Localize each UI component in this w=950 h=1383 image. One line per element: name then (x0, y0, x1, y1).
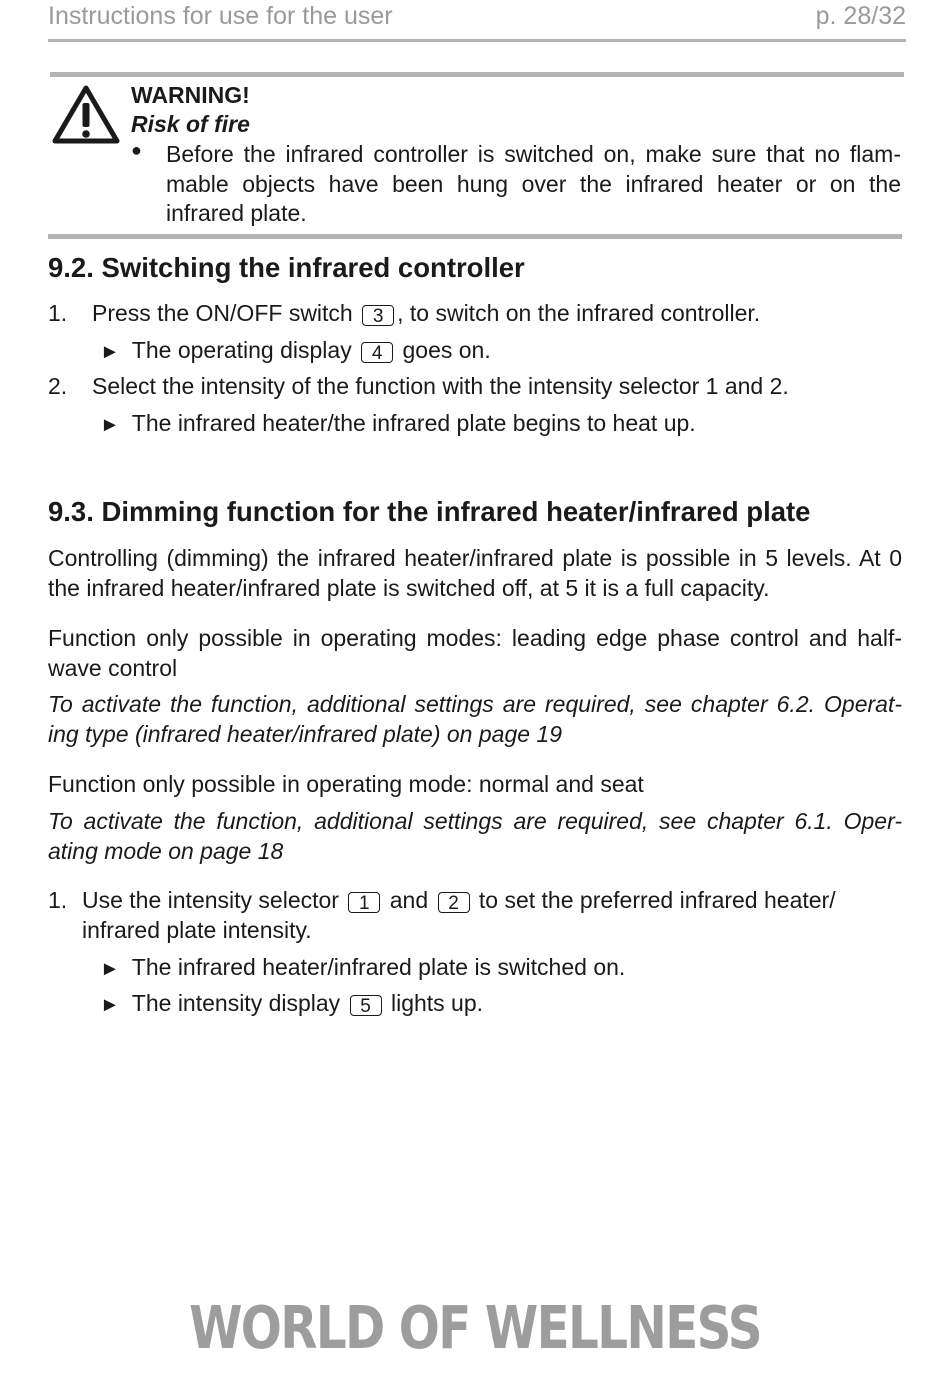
step-number: 1. (48, 887, 68, 913)
s92-step-2 (48, 373, 789, 400)
result-text: The operating display (131, 337, 352, 363)
brand-wordmark: WORLD OF WELLNESS (189, 1293, 761, 1362)
warning-top-rule (50, 72, 904, 77)
warning-bullet: ● (131, 140, 142, 160)
result-text: The infrared heater/infrared plate is switched on. (131, 954, 626, 980)
s93-note-chapter-6-2: To activate the function, additional settings are required, see chapter 6.2. Operat-ing type (infrared heater/infrared plate) on page 19 (48, 691, 902, 747)
ref-number-box: 2 (438, 892, 470, 913)
warning-subtitle: Risk of fire (131, 111, 250, 137)
warning-title: WARNING! (131, 82, 250, 108)
s93-paragraph-modes: Function only possible in operating modes: leading edge phase control and half-wave control (48, 625, 902, 681)
s93-step-1-continued: infrared plate intensity. (82, 917, 312, 943)
result-arrow-icon: ► (100, 341, 120, 363)
section-9-3-heading: 9.3. Dimming function for the infrared heater/infrared plate (48, 496, 811, 527)
step-text: Select the intensity of the function with the intensity selector 1 and 2. (92, 373, 789, 399)
s93-paragraph-normal-seat: Function only possible in operating mode: normal and seat (48, 771, 644, 797)
result-text: lights up. (390, 990, 484, 1016)
step-number: 2. (48, 373, 68, 399)
result-arrow-icon: ► (100, 958, 120, 980)
s93-note-chapter-6-1: To activate the function, additional settings are required, see chapter 6.1. Oper-ating mode on page 18 (48, 808, 902, 864)
result-text: The infrared heater/the infrared plate begins to heat up. (131, 410, 696, 436)
section-9-2-heading: 9.2. Switching the infrared controller (48, 252, 525, 283)
warning-text: Before the infrared controller is switched on, make sure that no flam-mable objects have been hung over the infrared heater or on the infrared plate. (166, 141, 901, 226)
s92-result-2 (100, 410, 696, 437)
s92-result-1 (100, 337, 491, 364)
step-number: 1. (48, 300, 68, 326)
step-text: and (389, 887, 429, 913)
step-text: Use the intensity selector (82, 887, 339, 913)
page-number: p. 28/32 (815, 2, 906, 30)
result-arrow-icon: ► (100, 994, 120, 1016)
page-header (48, 2, 906, 32)
s92-step-1 (48, 300, 760, 327)
ref-number-box: 5 (350, 995, 382, 1016)
ref-number-box: 4 (361, 342, 393, 363)
step-text: , to switch on the infrared controller. (397, 300, 761, 326)
ref-number-box: 3 (362, 305, 394, 326)
warning-bottom-rule (48, 234, 902, 239)
s93-paragraph-levels: Controlling (dimming) the infrared heater/infrared plate is possible in 5 levels. At 0 the infrared heater/infrared plate is switched off, at 5 it is a full capacity. (48, 545, 902, 601)
s93-result-2 (100, 990, 483, 1017)
header-rule (48, 39, 906, 42)
step-text: Press the ON/OFF switch (92, 300, 353, 326)
result-arrow-icon: ► (100, 414, 120, 436)
header-title: Instructions for use for the user (48, 2, 393, 30)
s93-step-1 (48, 887, 902, 914)
s93-result-1 (100, 954, 625, 981)
warning-triangle-icon (52, 84, 120, 144)
result-text: goes on. (402, 337, 491, 363)
step-text: to set the preferred infrared heater/ (478, 887, 836, 913)
ref-number-box: 1 (348, 892, 380, 913)
result-text: The intensity display (131, 990, 341, 1016)
